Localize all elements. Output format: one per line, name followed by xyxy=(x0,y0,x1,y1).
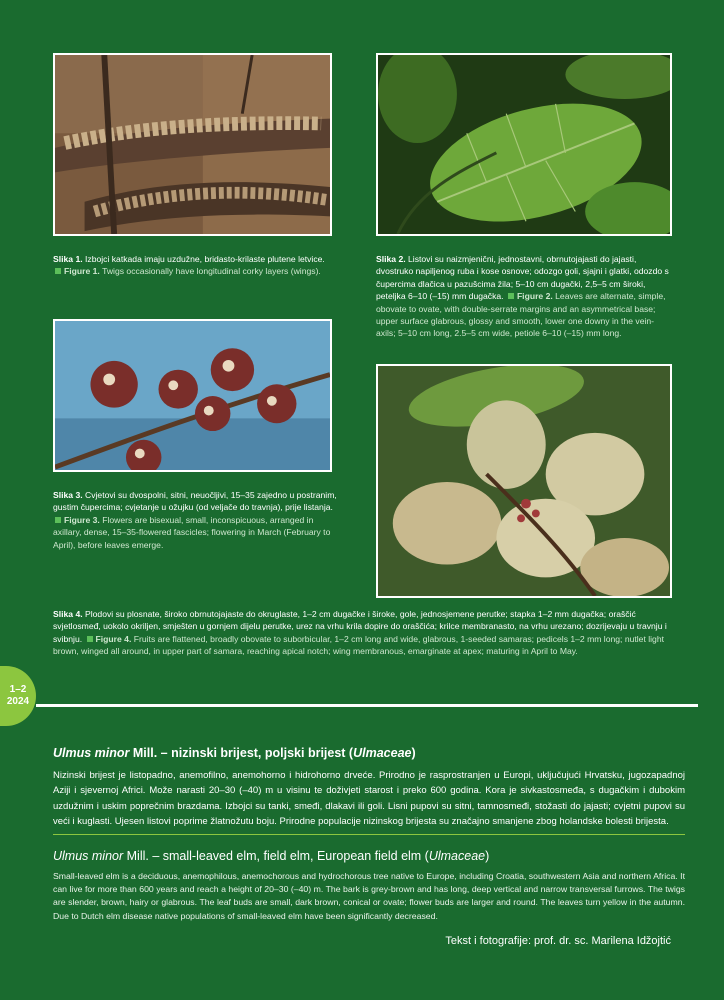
photo-fruits xyxy=(376,364,672,598)
credit-line: Tekst i fotografije: prof. dr. sc. Marilena Idžojtić xyxy=(445,935,671,947)
body-hr: Nizinski brijest je listopadno, anemofilno, anemohorno i hidrohorno drveće. Prirodno je rasprostranjen u Europi, uključujući Hrvatsku, jugozapadnoj Aziji i sjevernoj Africi. Može narasti 20–30 (–40) m u visinu te doživjeti starost i preko 600 godina. Kora je sivkastosmeđa, s dugačkim i dubokim uzdužnim i uskim poprečnim brazdama. Izbojci su tanki, smeđi, dlakavi ili goli. Lisni pupovi su sitni, tamnosmeđi, stožasti do jajasti; cvjetni pupovi su veći i kuglasti. Ujesen listovi poprime žlatnožutu boju. Prirodne populacije nizinskog brijesta su značajno smanjene zbog holandske bolesti brijesta. xyxy=(53,770,685,827)
bullet-square-icon xyxy=(55,268,61,274)
caption-figure-3: Slika 3. Cvjetovi su dvospolni, sitni, neuočljivi, 15–35 zajedno u postranim, gustim čupercima; cvjetanje u ožujku (od veljače do travnja), prije listanja. Figure 3. Flowers are bisexual, small, inconspicuous, arranged in axillary, dense, 15–35-flowered fascicles; flowering in March (February to April), before leaves emerge. xyxy=(53,490,337,550)
photo-corky-twigs xyxy=(53,53,332,236)
issue-badge xyxy=(0,666,36,726)
photo-flowers xyxy=(53,319,332,472)
thin-divider xyxy=(53,834,685,835)
bullet-square-icon xyxy=(87,636,93,642)
photo-leaves xyxy=(376,53,672,236)
title-hr: Ulmus minor Mill. – nizinski brijest, poljski brijest (Ulmaceae) xyxy=(53,746,416,760)
caption-figure-2: Slika 2. Listovi su naizmjenični, jednostavni, obrnutojajasti do jajasti, dvostruko napiljenog ruba i kose osnove; odozgo goli, sjajni i glatki, odozdo s čupercima dlačica u pazušcima žila; 5–10 cm dugački, 2,5–5 cm široki, peteljka 6–10 (–15) mm dugačka. Figure 2. Leaves are alternate, simple, obovate to ovate, with double-serrate margins and an asymmetrical base; upper surface glabrous, glossy and smooth, lower one downy in the vein-axils; 5–10 cm long, 2.5–5 cm wide, petiole 6–10 (–15) mm long. xyxy=(376,254,669,339)
bullet-square-icon xyxy=(508,293,514,299)
title-en: Ulmus minor Mill. – small-leaved elm, field elm, European field elm (Ulmaceae) xyxy=(53,849,490,863)
caption-figure-1: Slika 1. Izbojci katkada imaju uzdužne, bridasto-krilaste plutene letvice. Figure 1. Twigs occasionally have longitudinal corky layers (wings). xyxy=(53,254,325,277)
issue-number: 1–2 xyxy=(9,684,27,695)
issue-year: 2024 xyxy=(6,696,30,707)
body-en: Small-leaved elm is a deciduous, anemophilous, anemochorous and hydrochorous tree native to Europe, including Croatia, southwestern Asia and northern Africa. It can live for more than 600 years and reach a height of 20–30 (–40) m. The bark is grey-brown and has long, deep vertical and narrow transversal furrows. The twigs are slender, brown, hairy or glabrous. The leaf buds are small, dark brown, conical or ovate; flower buds are larger and round. The leaves turn yellow in the autumn. Due to Dutch elm disease native populations of small-leaved elm have been significantly decreased. xyxy=(53,871,685,921)
section-divider xyxy=(36,704,698,707)
bullet-square-icon xyxy=(55,517,61,523)
caption-figure-4: Slika 4. Plodovi su plosnate, široko obrnutojajaste do okruglaste, 1–2 cm dugačke i široke, gole, jednosjemene perutke; stapka 1–2 mm dugačka; oraščić svjetlosmeđ, uokolo okriljen, smješten u gornjem dijelu perutke, urez na vrhu krila dopire do oraščića; krilce membranasto, na vrhu urezano; dozrijevaju u travnju i svibnju. Figure 4. Fruits are flattened, broadly obovate to suborbicular, 1–2 cm long and wide, glabrous, 1-seeded samaras; pedicels 1–2 mm long; nutlet light brown, winged all around, in upper part of samara, reaching apical notch; wing membranous, emarginate at apex; maturing in April to May. xyxy=(53,609,667,657)
